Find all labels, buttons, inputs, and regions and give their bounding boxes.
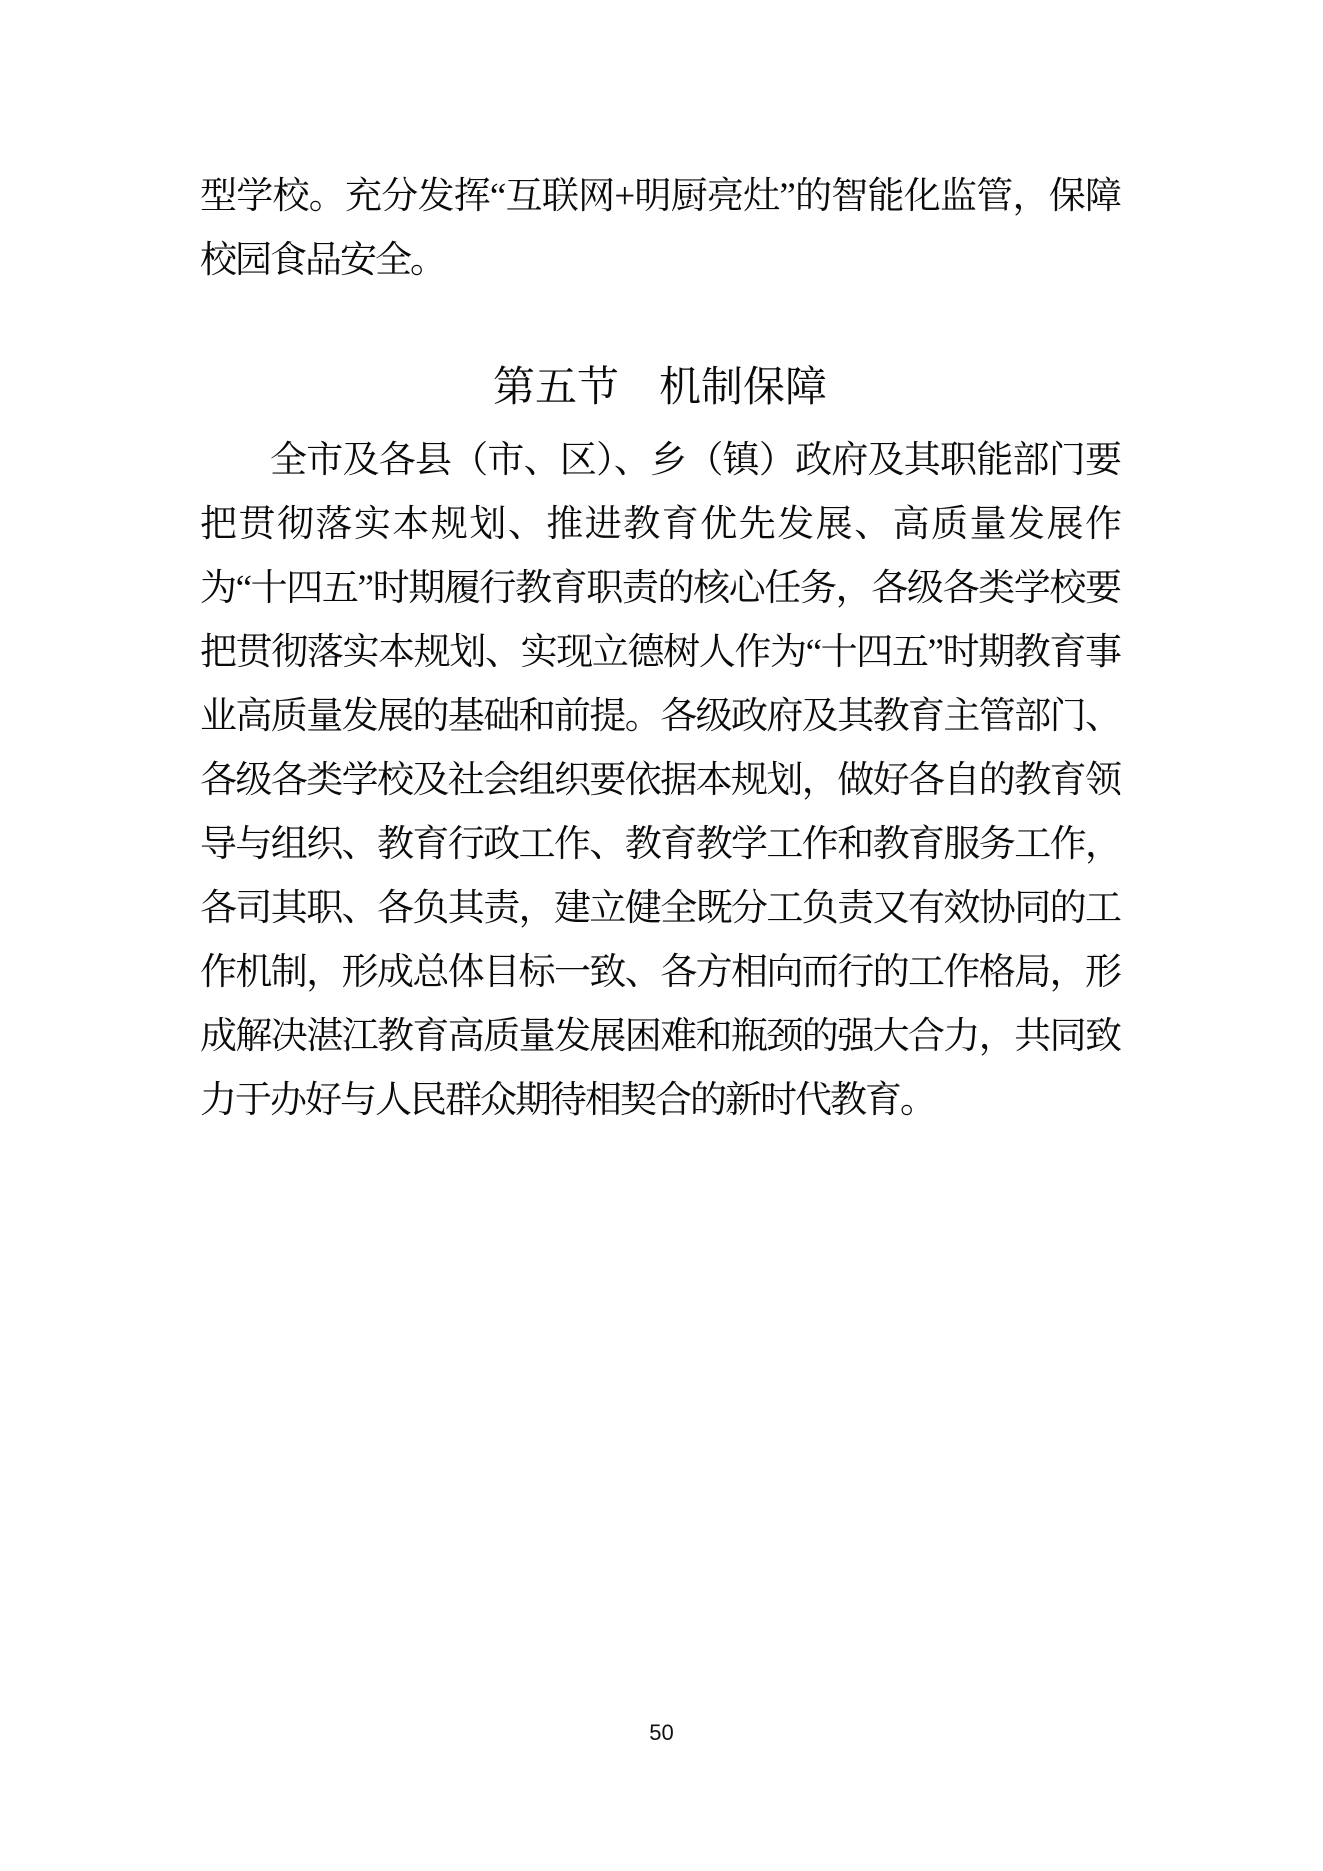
section-heading-number: 第五节 <box>492 365 619 411</box>
paragraph-body: 全市及各县（市、区）、乡（镇）政府及其职能部门要把贯彻落实本规划、推进教育优先发展、高质量发展作为“十四五”时期履行教育职责的核心任务，各级各类学校要把贯彻落实本规划、实现立德树人作为“十四五”时期教育事业高质量发展的基础和前提。各级政府及其教育主管部门、各级各类学校及社会组织要依据本规划，做好各自的教育领导与组织、教育行政工作、教育教学工作和教育服务工作，各司其职、各负其责，建立健全既分工负责又有效协同的工作机制，形成总体目标一致、各方相向而行的工作格局，形成解决湛江教育高质量发展困难和瓶颈的强大合力，共同致力于办好与人民群众期待相契合的新时代教育。 <box>200 440 1120 1121</box>
section-heading <box>200 356 1120 420</box>
section-heading-title: 机制保障 <box>659 365 828 411</box>
page-number: 50 <box>649 1720 674 1745</box>
page-content <box>200 165 1120 1133</box>
paragraph-continuation: 型学校。充分发挥“互联网+明厨亮灶”的智能化监管，保障校园食品安全。 <box>200 176 1120 281</box>
